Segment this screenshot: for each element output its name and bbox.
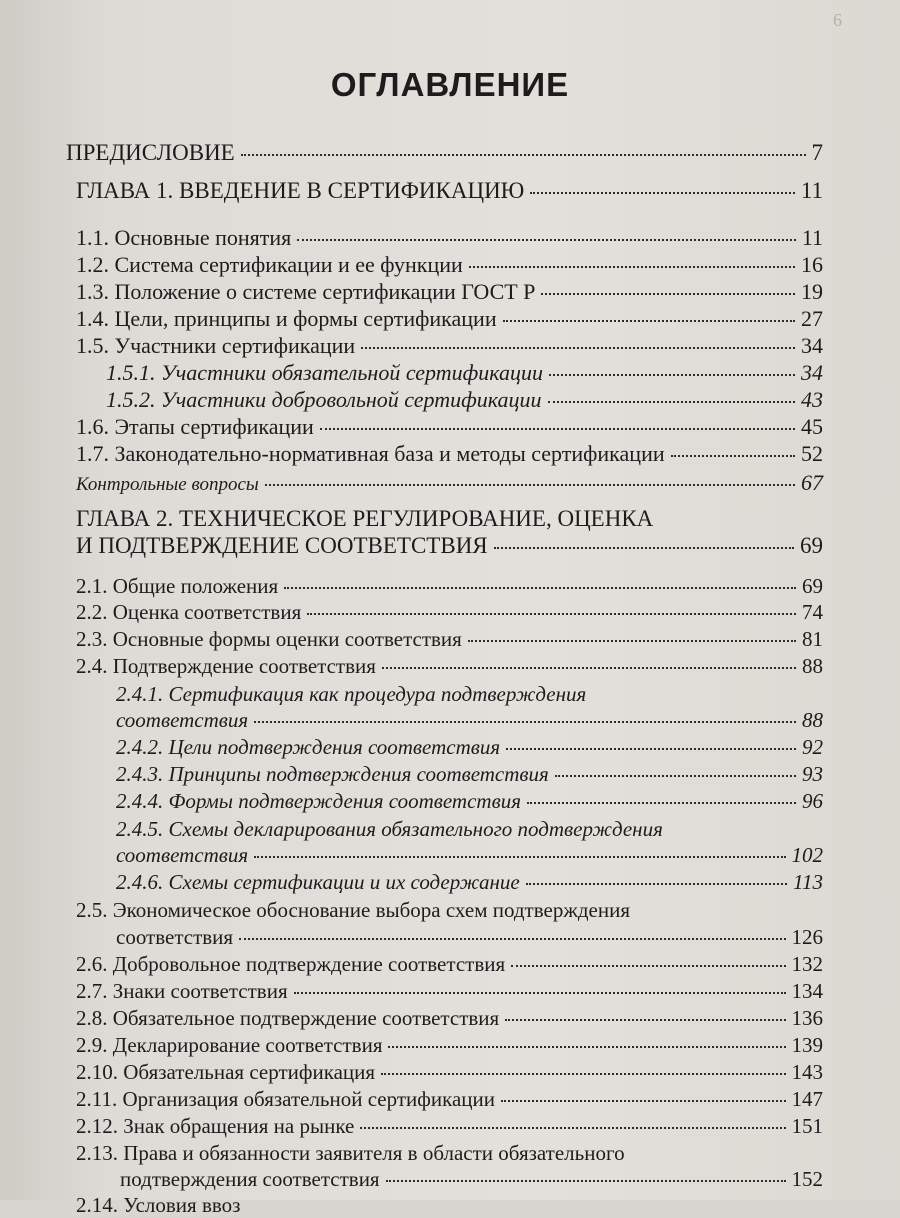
toc-entry-title: 2.4. Подтверждение соответствия	[76, 654, 376, 678]
toc-subentry-line-1: 2.4.5. Схемы декларирования обязательного подтверждения	[116, 817, 663, 841]
toc-subentry	[116, 735, 823, 760]
toc-entry-title: подтверждения соответствия	[120, 1167, 380, 1191]
toc-entry-line-1: 2.5. Экономическое обоснование выбора схем подтверждения	[76, 898, 630, 922]
toc-entry-title: ПРЕДИСЛОВИЕ	[66, 140, 235, 165]
toc-entry-title: 1.5. Участники сертификации	[76, 333, 356, 358]
leader-dots	[671, 455, 795, 457]
toc-entry-page: 102	[791, 843, 823, 867]
toc-subentry	[106, 360, 823, 386]
leader-dots	[527, 802, 796, 804]
toc-subentry	[116, 870, 823, 895]
toc-entry-title: 1.4. Цели, принципы и формы сертификации	[76, 306, 497, 331]
leader-dots	[494, 547, 794, 549]
toc-entry-title: 2.3. Основные формы оценки соответствия	[76, 627, 462, 651]
toc-entry	[76, 979, 823, 1004]
toc-entry	[76, 252, 823, 278]
toc-entry-page: 136	[791, 1006, 823, 1030]
leader-dots	[386, 1180, 786, 1182]
toc-entry-page: 11	[801, 225, 823, 250]
toc-entry	[76, 333, 823, 359]
toc-entry-page: 151	[791, 1114, 823, 1138]
toc-entry	[116, 925, 823, 950]
toc-entry-title: 2.9. Декларирование соответствия	[76, 1033, 383, 1057]
toc-entry-title: 1.3. Положение о системе сертификации ГОСТ Р	[76, 279, 536, 304]
toc-entry	[76, 306, 823, 332]
leader-dots	[468, 640, 796, 642]
toc-entry-page: 126	[791, 925, 823, 949]
leader-dots	[297, 239, 796, 241]
toc-subentry	[116, 708, 823, 733]
toc-entry-page: 16	[801, 252, 823, 277]
toc-entry-title: 2.7. Знаки соответствия	[76, 979, 288, 1003]
toc-entry	[76, 1006, 823, 1031]
leader-dots	[530, 192, 795, 194]
toc-subentry	[116, 762, 823, 787]
toc-entry	[76, 600, 823, 625]
toc-entry-title: 2.4.6. Схемы сертификации и их содержание	[116, 870, 520, 894]
toc-entry-page: 69	[802, 574, 823, 598]
toc-entry	[76, 279, 823, 305]
leader-dots	[254, 856, 785, 858]
leader-dots	[381, 1073, 785, 1075]
toc-entry-preface	[66, 140, 823, 166]
toc-entry-chapter-1	[76, 178, 823, 204]
leader-dots	[360, 1127, 785, 1129]
leader-dots	[555, 775, 796, 777]
toc-entry	[120, 1167, 823, 1192]
toc-entry-page: 11	[800, 178, 823, 203]
leader-dots	[541, 293, 795, 295]
toc-entry	[76, 952, 823, 977]
toc-entry-title: 1.6. Этапы сертификации	[76, 414, 314, 439]
leader-dots	[254, 721, 796, 723]
toc-entry-page: 81	[802, 627, 823, 651]
toc-entry-questions	[76, 470, 823, 496]
leader-dots	[307, 613, 796, 615]
leader-dots	[526, 883, 787, 885]
toc-entry	[76, 1087, 823, 1112]
leader-dots	[388, 1046, 785, 1048]
leader-dots	[548, 401, 796, 403]
leader-dots	[265, 484, 795, 486]
toc-entry-page: 147	[791, 1087, 823, 1111]
toc-subentry	[106, 387, 823, 413]
toc-entry-title: 2.4.4. Формы подтверждения соответствия	[116, 789, 521, 813]
toc-entry-line-1: 2.13. Права и обязанности заявителя в области обязательного	[76, 1141, 625, 1165]
toc-entry-title: ГЛАВА 1. ВВЕДЕНИЕ В СЕРТИФИКАЦИЮ	[76, 178, 525, 203]
page-title: ОГЛАВЛЕНИЕ	[330, 66, 570, 103]
leader-dots	[549, 374, 795, 376]
leader-dots	[506, 748, 796, 750]
toc-entry	[76, 654, 823, 679]
leader-dots	[320, 428, 795, 430]
toc-entry-page: 43	[801, 387, 823, 412]
toc-entry-title: Контрольные вопросы	[76, 474, 259, 495]
toc-entry-page: 132	[791, 952, 823, 976]
toc-entry-page: 69	[800, 533, 823, 558]
toc-entry-page: 52	[801, 441, 823, 466]
toc-entry	[76, 1114, 823, 1139]
toc-entry	[76, 574, 823, 599]
toc-entry-page: 139	[791, 1033, 823, 1057]
toc-entry-title: 2.11. Организация обязательной сертификации	[76, 1087, 496, 1111]
leader-dots	[361, 347, 795, 349]
leader-dots	[241, 154, 806, 156]
toc-entry-page: 88	[802, 654, 823, 678]
leader-dots	[501, 1100, 785, 1102]
toc-entry-page: 134	[791, 979, 823, 1003]
toc-entry-page: 7	[811, 140, 823, 165]
toc-entry-title: 2.10. Обязательная сертификация	[76, 1060, 376, 1084]
toc-entry-title: 2.12. Знак обращения на рынке	[76, 1114, 355, 1138]
toc-entry-title: 2.4.3. Принципы подтверждения соответствия	[116, 762, 549, 786]
page-number: 6	[833, 10, 842, 30]
leader-dots	[239, 938, 785, 940]
toc-entry-chapter-2-line-1: ГЛАВА 2. ТЕХНИЧЕСКОЕ РЕГУЛИРОВАНИЕ, ОЦЕНКА	[76, 506, 654, 531]
toc-entry-page: 19	[801, 279, 823, 304]
toc-entry	[76, 1060, 823, 1085]
leader-dots	[505, 1019, 785, 1021]
toc-entry-page: 34	[801, 360, 823, 385]
toc-entry-title: 1.2. Система сертификации и ее функции	[76, 252, 463, 277]
toc-entry-title: И ПОДТВЕРЖДЕНИЕ СООТВЕТСТВИЯ	[76, 533, 488, 558]
toc-entry-title: 2.8. Обязательное подтверждение соответствия	[76, 1006, 500, 1030]
toc-entry-title: 2.4.2. Цели подтверждения соответствия	[116, 735, 501, 759]
toc-entry	[76, 1033, 823, 1058]
toc-entry-page: 67	[801, 470, 823, 495]
toc-entry-page: 74	[802, 600, 823, 624]
toc-entry-title: 2.6. Добровольное подтверждение соответствия	[76, 952, 506, 976]
toc-entry-title: соответствия	[116, 708, 249, 732]
toc-entry-page: 113	[793, 870, 823, 894]
toc-entry-page: 45	[801, 414, 823, 439]
leader-dots	[503, 320, 795, 322]
toc-entry-title: 2.1. Общие положения	[76, 574, 279, 598]
toc-entry	[76, 225, 823, 251]
leader-dots	[382, 667, 796, 669]
toc-entry-title: 1.5.1. Участники обязательной сертификации	[106, 360, 544, 385]
toc-entry-title: 1.7. Законодательно-нормативная база и методы сертификации	[76, 441, 665, 466]
toc-entry-page: 93	[802, 762, 823, 786]
toc-entry-line-1: 2.14. Условия ввоз	[76, 1193, 241, 1217]
toc-entry	[76, 441, 823, 467]
toc-entry-page: 27	[801, 306, 823, 331]
toc-subentry	[116, 843, 823, 868]
toc-subentry-line-1: 2.4.1. Сертификация как процедура подтверждения	[116, 682, 587, 706]
leader-dots	[469, 266, 795, 268]
leader-dots	[284, 587, 796, 589]
toc-entry-title: соответствия	[116, 843, 249, 867]
leader-dots	[511, 965, 785, 967]
toc-entry-title: 2.2. Оценка соответствия	[76, 600, 302, 624]
toc-entry-chapter-2	[76, 533, 823, 559]
toc-entry-title: 1.1. Основные понятия	[76, 225, 292, 250]
toc-entry	[76, 414, 823, 440]
toc-entry-page: 96	[802, 789, 823, 813]
toc-entry-page: 88	[802, 708, 823, 732]
leader-dots	[294, 992, 786, 994]
toc-entry	[76, 627, 823, 652]
toc-entry-page: 92	[802, 735, 823, 759]
toc-entry-page: 143	[791, 1060, 823, 1084]
toc-subentry	[116, 789, 823, 814]
toc-entry-title: соответствия	[116, 925, 234, 949]
toc-entry-page: 34	[801, 333, 823, 358]
toc-entry-page: 152	[791, 1167, 823, 1191]
toc-entry-title: 1.5.2. Участники добровольной сертификации	[106, 387, 542, 412]
